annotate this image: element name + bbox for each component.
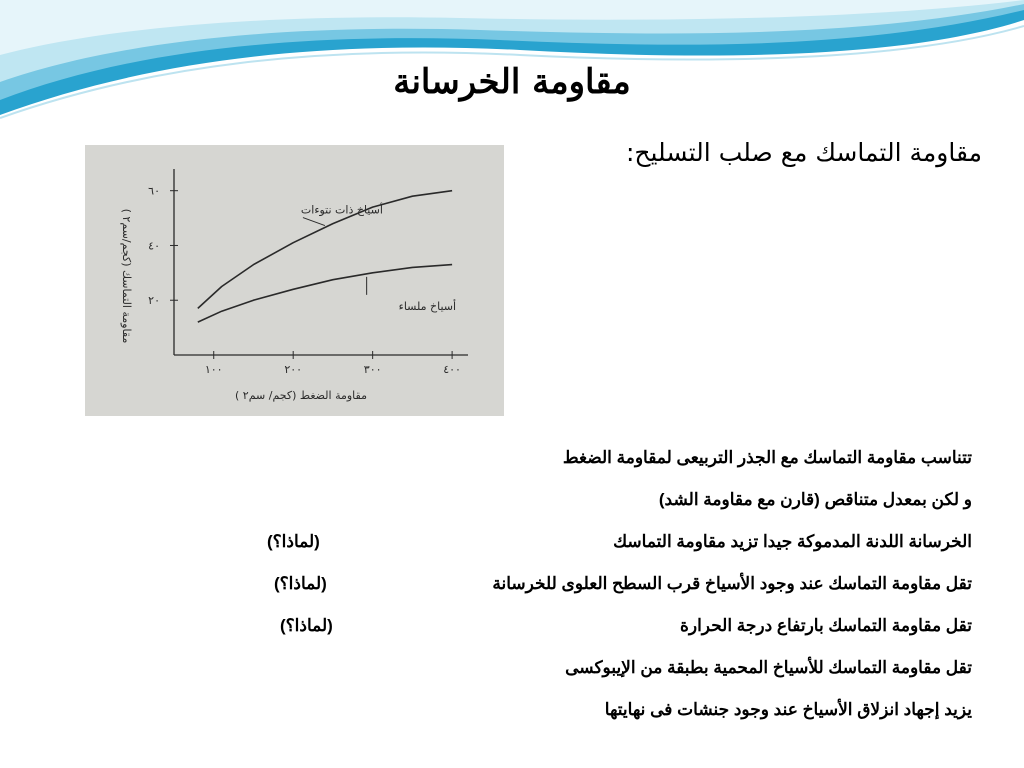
why-note: (لماذا؟)	[280, 616, 333, 635]
y-tick-label: ٤٠	[148, 239, 160, 253]
bond-strength-chart	[85, 145, 504, 416]
series-line-plain-bars	[198, 265, 452, 323]
x-axis-label: مقاومة الضغط (كجم/ سم٢ )	[234, 389, 368, 402]
bullet-item	[152, 446, 972, 488]
bullet-text: الخرسانة اللدنة المدموكة جيدا تزيد مقاومة التماسك	[613, 532, 972, 551]
bullet-text: و لكن بمعدل متناقص (قارن مع مقاومة الشد)	[658, 490, 972, 509]
bullet-text: تتناسب مقاومة التماسك مع الجذر التربيعى لمقاومة الضغط	[562, 448, 972, 467]
slide-subtitle: مقاومة التماسك مع صلب التسليح:	[625, 138, 982, 167]
bullet-item	[152, 614, 972, 656]
series-leader	[303, 218, 325, 226]
chart-svg	[85, 145, 504, 416]
bullet-text: تقل مقاومة التماسك للأسياخ المحمية بطبقة من الإيبوكسى	[565, 658, 972, 677]
bullet-list	[152, 446, 972, 740]
bullet-text: تقل مقاومة التماسك عند وجود الأسياخ قرب السطح العلوى للخرسانة	[492, 574, 972, 593]
x-tick-label: ١٠٠	[204, 363, 223, 376]
bullet-text: يزيد إجهاد انزلاق الأسياخ عند وجود جنشات فى نهايتها	[604, 700, 972, 719]
series-label-plain-bars: أسياخ ملساء	[398, 299, 457, 313]
series-label-deformed-bars: أسياخ ذات نتوءات	[300, 203, 383, 217]
bullet-item	[152, 698, 972, 740]
bullet-item	[152, 656, 972, 698]
why-note: (لماذا؟)	[274, 574, 327, 593]
y-axis-label: مقاومة التماسك (كجم/سم٢ )	[120, 208, 133, 344]
bullet-text: تقل مقاومة التماسك بارتفاع درجة الحرارة	[679, 616, 972, 635]
y-tick-label: ٦٠	[148, 184, 160, 198]
bullet-item	[152, 572, 972, 614]
x-tick-label: ٣٠٠	[363, 363, 382, 376]
x-tick-label: ٤٠٠	[443, 363, 461, 376]
bullet-item	[152, 488, 972, 530]
slide-title: مقاومة الخرسانة	[393, 62, 631, 102]
why-note: (لماذا؟)	[267, 532, 320, 551]
y-tick-label: ٢٠	[148, 294, 160, 308]
bullet-item	[152, 530, 972, 572]
x-tick-label: ٢٠٠	[284, 363, 303, 376]
